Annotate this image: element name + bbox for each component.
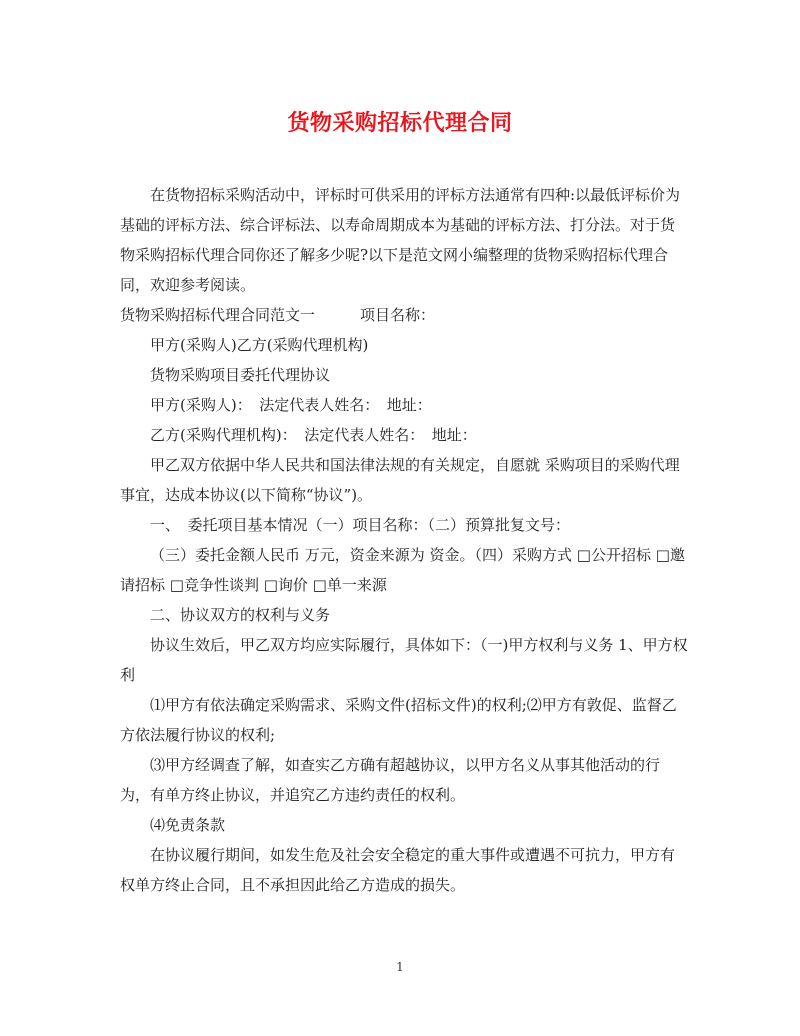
paragraph-procurement-method: （三）委托金额人民币 万元，资金来源为 资金。（四）采购方式 □公开招标 □邀请招标 □竞争性谈判 □询价 □单一来源 (120, 546, 685, 594)
paragraph-parties: 甲方(采购人)乙方(采购代理机构) (150, 336, 369, 354)
paragraph-exemption: 在协议履行期间，如发生危及社会安全稳定的重大事件或遭遇不可抗力，甲方有权单方终止合同，且不承担因此给乙方造成的损失。 (120, 846, 676, 894)
paragraph-section-1: 一、 委托项目基本情况（一）项目名称：（二）预算批复文号： (150, 516, 571, 534)
paragraph-section-2: 二、协议双方的权利与义务 (150, 606, 331, 624)
document-title: 货物采购招标代理合同 (287, 110, 513, 136)
paragraph-effect: 协议生效后，甲乙双方均应实际履行，具体如下：（一)甲方权利与义务 1、甲方权利 (120, 636, 688, 684)
paragraph-party-b: 乙方(采购代理机构)： 法定代表人姓名： 地址： (150, 426, 477, 444)
paragraph-right-3: ⑶甲方经调查了解，如查实乙方确有超越协议，以甲方名义从事其他活动的行为，有单方终止协议，并追究乙方违约责任的权利。 (120, 756, 661, 804)
paragraph-basis: 甲乙双方依据中华人民共和国法律法规的有关规定，自愿就 采购项目的采购代理事宜，达成本协议(以下简称“协议”)。 (120, 456, 680, 504)
paragraph-exemption-heading: ⑷免责条款 (150, 816, 226, 834)
paragraph-sample-heading: 货物采购招标代理合同范文一 项目名称： (120, 306, 436, 324)
document-body (120, 180, 688, 900)
paragraph-agreement-title: 货物采购项目委托代理协议 (150, 366, 331, 384)
paragraph-party-a: 甲方(采购人)： 法定代表人姓名： 地址： (150, 396, 432, 414)
paragraph-right-1-2: ⑴甲方有依法确定采购需求、采购文件(招标文件)的权利;⑵甲方有敦促、监督乙方依法履行协议的权利; (120, 696, 677, 744)
paragraph-intro: 在货物招标采购活动中，评标时可供采用的评标方法通常有四种:以最低评标价为基础的评标方法、综合评标法、以寿命周期成本为基础的评标方法、打分法。对于货物采购招标代理合同你还了解多少呢?以下是范文网小编整理的货物采购招标代理合同，欢迎参考阅读。 (120, 186, 681, 294)
page-number: 1 (396, 960, 404, 974)
